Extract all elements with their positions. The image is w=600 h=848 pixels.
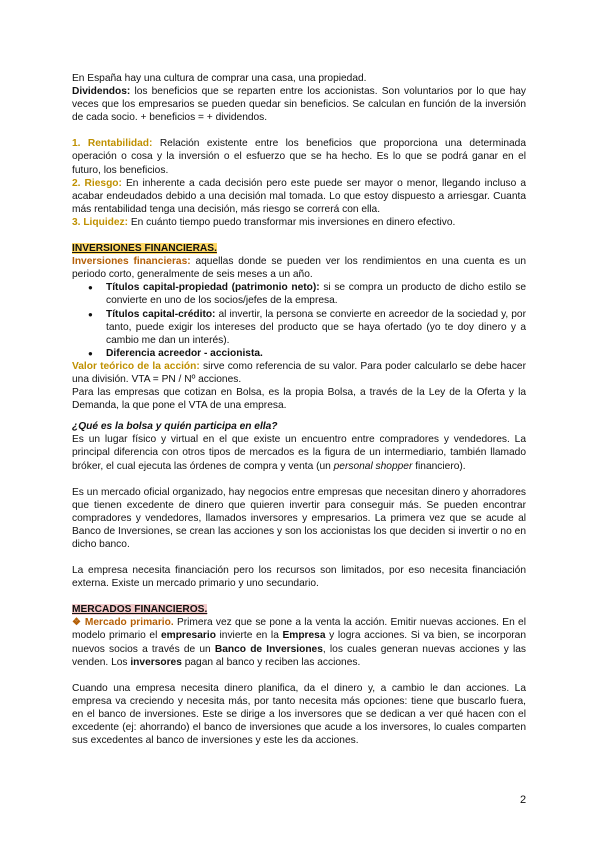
text-run: pagan al banco y reciben las acciones. [181, 656, 361, 668]
text-run: Primera vez que se pone a la venta la acción. Emitir nuevas acciones. En el modelo primario el [72, 617, 526, 642]
valor-term: Valor teórico de la acción: [72, 360, 200, 372]
p1-italic: personal shopper [333, 460, 413, 472]
bold-run: inversores [130, 656, 182, 668]
bolsa-paragraph-3: La empresa necesita financiación pero los recursos son limitados, por eso necesita financiación externa. Existe un mercado primario y uno secundario. [72, 565, 526, 590]
document-page [72, 72, 526, 747]
mercados-paragraph-2: Cuando una empresa necesita dinero planifica, da el dinero y, a cambio le dan acciones. La empresa va creciendo y necesita más, por tanto necesita más opciones: tiene que buscarlo fuera, en el banco de inversiones. Este se dirige a los inversores que se dedican a ver qué hacen con el excedente (ej: ahorrando) el banco de inversiones que acude a los inversores, lo cuales comparten sus excedentes al banco de inversiones y este les da acciones. [72, 682, 526, 747]
bold-run: Empresa [282, 630, 326, 642]
heading-text: MERCADOS FINANCIEROS. [72, 604, 208, 616]
list-item [106, 308, 526, 347]
text-run: , los cuales generan nuevas acciones y las venden. Los [72, 643, 527, 668]
factor-text: En inherente a cada decisión pero este puede ser mayor o menor, llegando incluso a acabar endeudados debido a una decisión mal tomada. Lo que estoy dispuesto a arriesgar. Cuanta más rentabilidad tenga una decisión, más riesgo se correrá con ella. [72, 177, 527, 215]
factor-term: 1. Rentabilidad: [72, 138, 153, 150]
page-number: 2 [520, 794, 527, 806]
bold-run: Banco de Inversiones [214, 643, 323, 655]
list-item [106, 347, 526, 360]
bullet-text: si se compra un producto de dicho estilo se convierte en uno de los socios/jefes de la empresa. [106, 282, 526, 307]
factor-riesgo [72, 177, 526, 216]
bullet-term: Títulos capital-propiedad (patrimonio neto): [106, 282, 320, 294]
titulos-list [72, 281, 526, 360]
inversiones-text: aquellas donde se pueden ver los rendimientos en una cuenta es un periodo corto, generalmente de seis meses a un año. [72, 256, 527, 281]
dividendos-term: Dividendos: [72, 86, 131, 98]
intro-paragraph [72, 72, 526, 124]
section-heading-mercados [72, 603, 526, 616]
factor-text: En cuánto tiempo puedo transformar mis inversiones en dinero efectivo. [128, 216, 456, 228]
factor-term: 3. Liquidez: [72, 216, 129, 228]
text-run: y logra acciones. Si va bien, se incorporan nuevos socios a través de un [72, 630, 526, 655]
p1-end: financiero). [412, 460, 466, 472]
inversiones-definition [72, 255, 526, 281]
bolsa-paragraph-1 [72, 433, 526, 472]
section-heading-inversiones [72, 242, 526, 255]
bullet-term: Diferencia acreedor - accionista. [106, 347, 263, 359]
p1-text: Es un lugar físico y virtual en el que existe un encuentro entre compradores y vendedores. La principal diferencia con otros tipos de mercados es la figura de un intermediario, también llamado bróker, el cual ejecuta las órdenes de compra y venta (un [72, 434, 526, 472]
diamond-bullet-icon: ❖ [72, 617, 82, 629]
factor-liquidez [72, 216, 526, 229]
bold-run: empresario [160, 630, 216, 642]
heading-text: INVERSIONES FINANCIERAS. [72, 243, 217, 255]
inversiones-term: Inversiones financieras: [72, 256, 191, 268]
text-run: invierte en la [215, 630, 283, 642]
dividendos-text: los beneficios que se reparten entre los accionistas. Son voluntarios por lo que hay veces que los empresarios se pueden quedar sin beneficios. Se calculan en función de la inversión de cada socio. + beneficios = + dividendos. [72, 86, 526, 124]
list-item [106, 281, 526, 307]
valor-text: sirve como referencia de su valor. Para poder calcularlo se debe hacer una división. VTA = PN / Nº acciones. [72, 360, 526, 385]
bolsa-vta-paragraph: Para las empresas que cotizan en Bolsa, es la propia Bolsa, a través de la Ley de la Oferta y la Demanda, la que pone el VTA de una empresa. [72, 387, 526, 412]
factor-term: 2. Riesgo: [72, 177, 122, 189]
bullet-text: al invertir, la persona se convierte en acreedor de la sociedad y, por tanto, puede exigir los intereses del producto que se haya ofertado (yo te doy dinero y a cambio me dan un interés). [106, 308, 526, 346]
primario-term: Mercado primario. [84, 617, 174, 629]
intro-line: En España hay una cultura de comprar una casa, una propiedad. [72, 73, 367, 84]
factor-text: Relación existente entre los beneficios que proporciona una determinada operación o cosa y la inversión o el esfuerzo que se ha hecho. Es lo que se podrá ganar en el futuro, los beneficios. [72, 138, 526, 176]
valor-teorico-paragraph [72, 360, 526, 386]
question-text: ¿Qué es la bolsa y quién participa en ella? [72, 421, 278, 433]
factor-rentabilidad [72, 137, 526, 176]
bullet-term: Títulos capital-crédito: [106, 308, 216, 320]
bolsa-question [72, 420, 526, 433]
bolsa-paragraph-2: Es un mercado oficial organizado, hay negocios entre empresas que necesitan dinero y ahorradores que tienen excedente de dinero que quieren invertir para conseguir más. Se pueden encontrar compradores y vendedores, llamados inversores y empresarios. La primera vez que se acude al Banco de Inversiones, se crean las acciones y son los accionistas los que deciden si invertir o no en dicho banco. [72, 486, 526, 550]
mercado-primario-paragraph [72, 616, 526, 668]
